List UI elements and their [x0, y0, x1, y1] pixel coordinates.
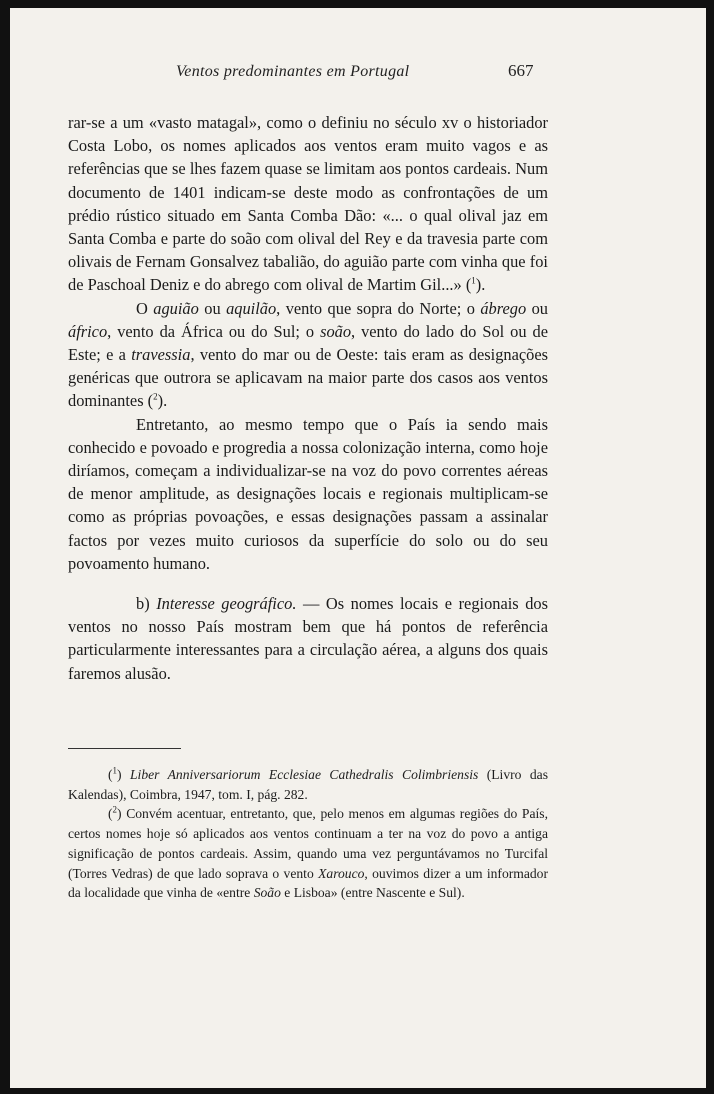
p2-c: , vento que sopra do Norte; o	[276, 298, 481, 318]
paragraph-1-text: rar-se a um «vasto matagal», como o definiu no século xv o historiador Costa Lobo, os nomes aplicados aos ventos eram muito vagos e as referências que se lhes fazem quase se limitam aos pontos cardeais. Num documento de 1401 indicam-se deste modo as confrontações de um prédio rústico situado em Santa Comba Dão: «... o qual olival jaz em Santa Comba e parte do soão com olival del Rey e da travesia parte com olivais de Fernam Gonsalvez tabalião, do aguião parte com vinha que foi de Paschoal Deniz e do abrego com olival de Martim Gil...» (	[68, 113, 548, 295]
p2-a: O	[136, 298, 154, 318]
term-xarouco: Xarouco	[318, 865, 365, 881]
p2-e: , vento da África ou do Sul; o	[107, 321, 321, 341]
term-travessia: travessia	[131, 345, 191, 365]
p2-d: ou	[526, 298, 548, 318]
term-aguiao: aguião	[153, 298, 199, 318]
footnote-1-number: 1	[112, 765, 118, 776]
term-africo: áfrico	[68, 321, 108, 341]
term-soao: soão	[320, 321, 352, 341]
term-abrego: ábrego	[480, 298, 527, 318]
footnote-2-text-b: , ouvimos dizer a um informador da localidade que vinha de «entre	[68, 865, 548, 901]
section-label: b)	[136, 594, 157, 614]
paragraph-3: Entretanto, ao mesmo tempo que o País ia sendo mais conhecido e povoado e progredia a nossa colonização interna, como hoje diríamos, começam a individualizar-se na voz do povo correntes aéreas de menor amplitude, as designações locais e regionais multiplicam-se como as próprias povoações, e essas designações passam a assinalar factos por vezes muito curiosos da superfície do solo ou do seu povoamento humano.	[68, 414, 548, 573]
footnote-ref-2: 2	[153, 391, 158, 402]
footnote-2-text-a: Convém acentuar, entretanto, que, pelo menos em algumas regiões do País, certos nomes hoje só aplicados aos ventos continuam a ter na voz do povo a antiga significação de pontos cardeais. Assim, quando uma vez perguntávamos no Turcifal (Torres Vedras) de que lado soprava o vento	[68, 806, 548, 881]
paragraph-2	[68, 297, 548, 413]
paragraph-4-text: — Os nomes locais e regionais dos ventos no nosso País mostram bem que há pontos de referência particularmente interessantes para a circulação aérea, a alguns dos quais faremos alusão.	[68, 594, 548, 683]
section-heading: Interesse geográfico.	[156, 594, 297, 614]
footnote-1-text: (Livro das Kalendas), Coimbra, 1947, tom. I, pág. 282.	[68, 767, 548, 802]
p2-end: ).	[157, 391, 168, 411]
term-aquilao: aquilão	[226, 298, 277, 318]
footnote-2: ($^2$) Convém acentuar, entretanto, que, pelo menos em algumas regiões do País, certos nomes hoje só aplicados aos ventos continuam a ter na voz do povo a antiga significação de pontos cardeais. Assim, quando uma vez perguntávamos no Turcifal (Torres Vedras) de que lado soprava o vento Xarouco, ouvimos dizer a um informador da localidade que vinha de «entre Soão e Lisboa» (entre Nascente e Sul).	[68, 804, 548, 901]
paragraph-1	[68, 111, 548, 297]
main-text	[68, 111, 548, 685]
term-soao-footnote: Soão	[253, 885, 281, 901]
running-title: Ventos predominantes em Portugal	[176, 63, 410, 80]
book-page	[10, 8, 706, 1088]
paragraph-1-end: ).	[475, 275, 486, 295]
footnote-divider	[68, 748, 181, 749]
page-number: 667	[508, 61, 534, 80]
footnote-1: ($^1$) Liber Anniversariorum Ecclesiae Cathedralis Colimbriensis (Livro das Kalendas), Coimbra, 1947, tom. I, pág. 282.	[68, 765, 548, 802]
paragraph-4	[68, 592, 548, 685]
page-header	[10, 61, 706, 83]
p2-g: , vento do mar ou de Oeste: tais eram as designações genéricas que outrora se aplicavam na maior parte dos casos aos ventos dominantes (	[68, 345, 548, 411]
footnote-2-text-c: e Lisboa» (entre Nascente e Sul).	[280, 885, 465, 901]
footnote-1-title: Liber Anniversariorum Ecclesiae Cathedralis Colimbriensis	[129, 767, 479, 782]
footnotes	[68, 765, 548, 903]
footnote-ref-1: 1	[471, 275, 476, 286]
p2-b: ou	[198, 298, 227, 318]
footnote-2-number: 2	[112, 804, 118, 815]
p2-f: , vento do lado do Sol ou de Este; e a	[68, 321, 548, 365]
